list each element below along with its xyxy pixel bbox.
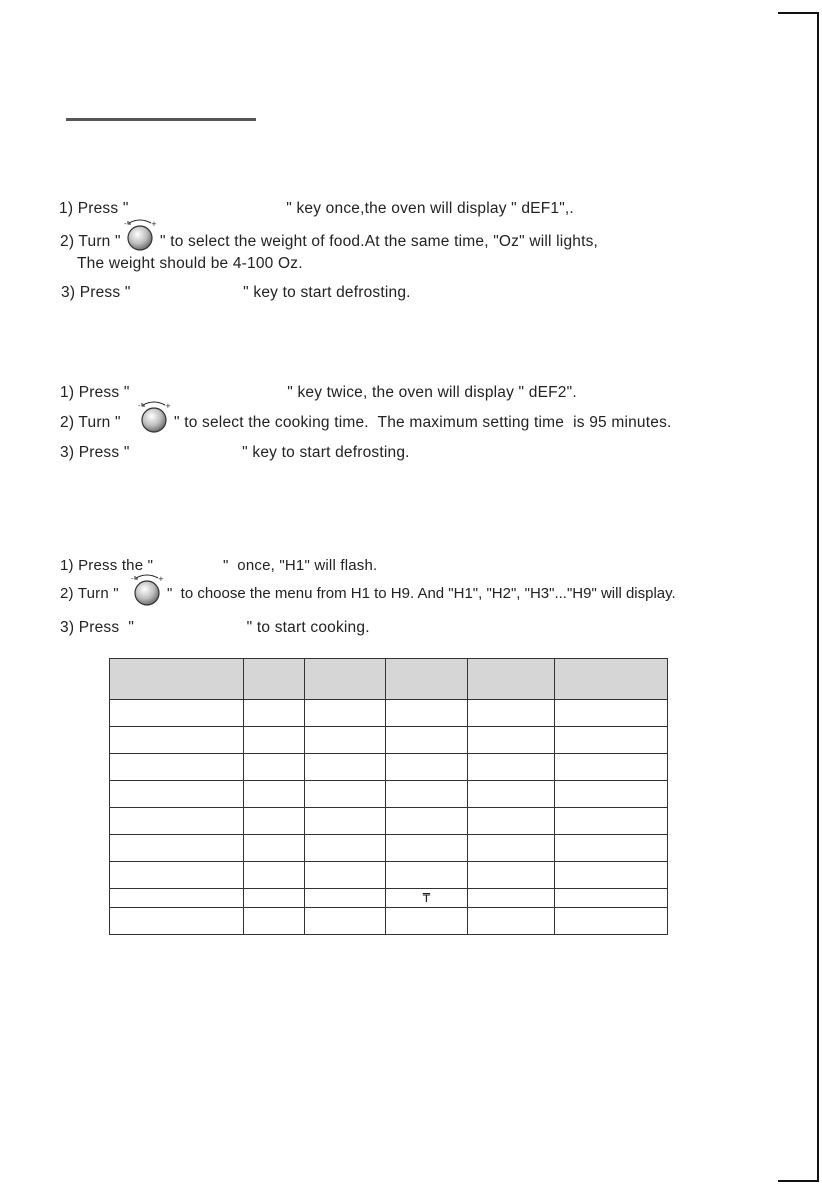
table-cell <box>244 835 305 862</box>
table-row <box>110 754 668 781</box>
table-cell <box>468 862 555 889</box>
auto-menu-step2-b: " to choose the menu from H1 to H9. And "H1", "H2", "H3"..."H9" will display. <box>167 585 676 602</box>
table-cell <box>555 862 668 889</box>
table-cell <box>305 808 386 835</box>
table-header-cell <box>468 659 555 700</box>
table-cell <box>386 754 468 781</box>
defrost-time-step3: 3) Press " " key to start defrosting. <box>60 444 410 461</box>
table-cell-mark: ₸ <box>386 889 468 908</box>
table-cell <box>386 862 468 889</box>
defrost-time-step2-b: " to select the cooking time. The maximum setting time is 95 minutes. <box>174 414 672 431</box>
table-cell <box>110 835 244 862</box>
defrost-weight-step2-c: The weight should be 4-100 Oz. <box>77 255 303 272</box>
table-row <box>110 700 668 727</box>
table-cell <box>468 908 555 935</box>
table-cell <box>468 889 555 908</box>
dial-knob-icon <box>130 573 164 607</box>
table-row <box>110 835 668 862</box>
defrost-time-step1: 1) Press " " key twice, the oven will display " dEF2". <box>60 384 577 401</box>
table-cell <box>244 908 305 935</box>
table-row <box>110 808 668 835</box>
table-header-cell <box>305 659 386 700</box>
table-cell <box>555 727 668 754</box>
table-header-cell <box>244 659 305 700</box>
table-cell <box>305 781 386 808</box>
table-cell <box>244 727 305 754</box>
defrost-time-step2-a: 2) Turn " <box>60 414 121 431</box>
auto-menu-table <box>109 658 668 935</box>
dial-knob-icon <box>123 218 157 252</box>
table-header-cell <box>555 659 668 700</box>
table-cell <box>244 700 305 727</box>
table-cell <box>110 727 244 754</box>
table-cell <box>555 808 668 835</box>
table-cell <box>110 808 244 835</box>
table-header-cell <box>110 659 244 700</box>
table-cell <box>305 754 386 781</box>
page-border <box>817 12 819 1182</box>
table-cell <box>305 727 386 754</box>
table-cell <box>386 727 468 754</box>
table-cell <box>468 781 555 808</box>
table-cell <box>110 700 244 727</box>
table-cell <box>386 908 468 935</box>
table-cell <box>555 908 668 935</box>
table-cell <box>305 862 386 889</box>
table-row <box>110 727 668 754</box>
table-cell <box>305 835 386 862</box>
table-cell <box>468 727 555 754</box>
table-cell <box>244 754 305 781</box>
table-cell <box>555 700 668 727</box>
table-cell <box>244 781 305 808</box>
table-row <box>110 781 668 808</box>
table-cell <box>244 889 305 908</box>
table-cell <box>555 835 668 862</box>
table-cell <box>244 862 305 889</box>
page-corner-top <box>778 12 819 14</box>
table-cell <box>305 889 386 908</box>
page-corner-bottom <box>778 1180 819 1182</box>
table-cell <box>386 781 468 808</box>
table-row <box>110 908 668 935</box>
defrost-weight-step1: 1) Press " " key once,the oven will display " dEF1",. <box>59 200 574 217</box>
section-header-rule <box>66 118 256 121</box>
dial-knob-icon <box>137 400 171 434</box>
defrost-weight-step2-b: " to select the weight of food.At the same time, "Oz" will lights, <box>160 233 599 250</box>
table-cell <box>468 754 555 781</box>
auto-menu-step1: 1) Press the " " once, "H1" will flash. <box>60 557 378 574</box>
auto-menu-step3: 3) Press " " to start cooking. <box>60 619 370 636</box>
table-cell <box>468 808 555 835</box>
table-cell <box>110 754 244 781</box>
table-cell <box>386 808 468 835</box>
table-cell <box>555 754 668 781</box>
table-cell <box>305 908 386 935</box>
table-header-cell <box>386 659 468 700</box>
table-header-row <box>110 659 668 700</box>
table-cell <box>110 781 244 808</box>
table-cell <box>468 835 555 862</box>
table-cell <box>386 700 468 727</box>
table-cell <box>386 835 468 862</box>
defrost-weight-step3: 3) Press " " key to start defrosting. <box>61 284 411 301</box>
table-cell <box>555 889 668 908</box>
table-cell <box>244 808 305 835</box>
table-row <box>110 889 668 908</box>
table-cell <box>110 889 244 908</box>
defrost-weight-step2-a: 2) Turn " <box>60 233 121 250</box>
table-cell <box>110 862 244 889</box>
table-row <box>110 862 668 889</box>
table-cell <box>468 700 555 727</box>
table-cell <box>555 781 668 808</box>
table-cell <box>305 700 386 727</box>
auto-menu-step2-a: 2) Turn " <box>60 585 119 602</box>
table-cell <box>110 908 244 935</box>
